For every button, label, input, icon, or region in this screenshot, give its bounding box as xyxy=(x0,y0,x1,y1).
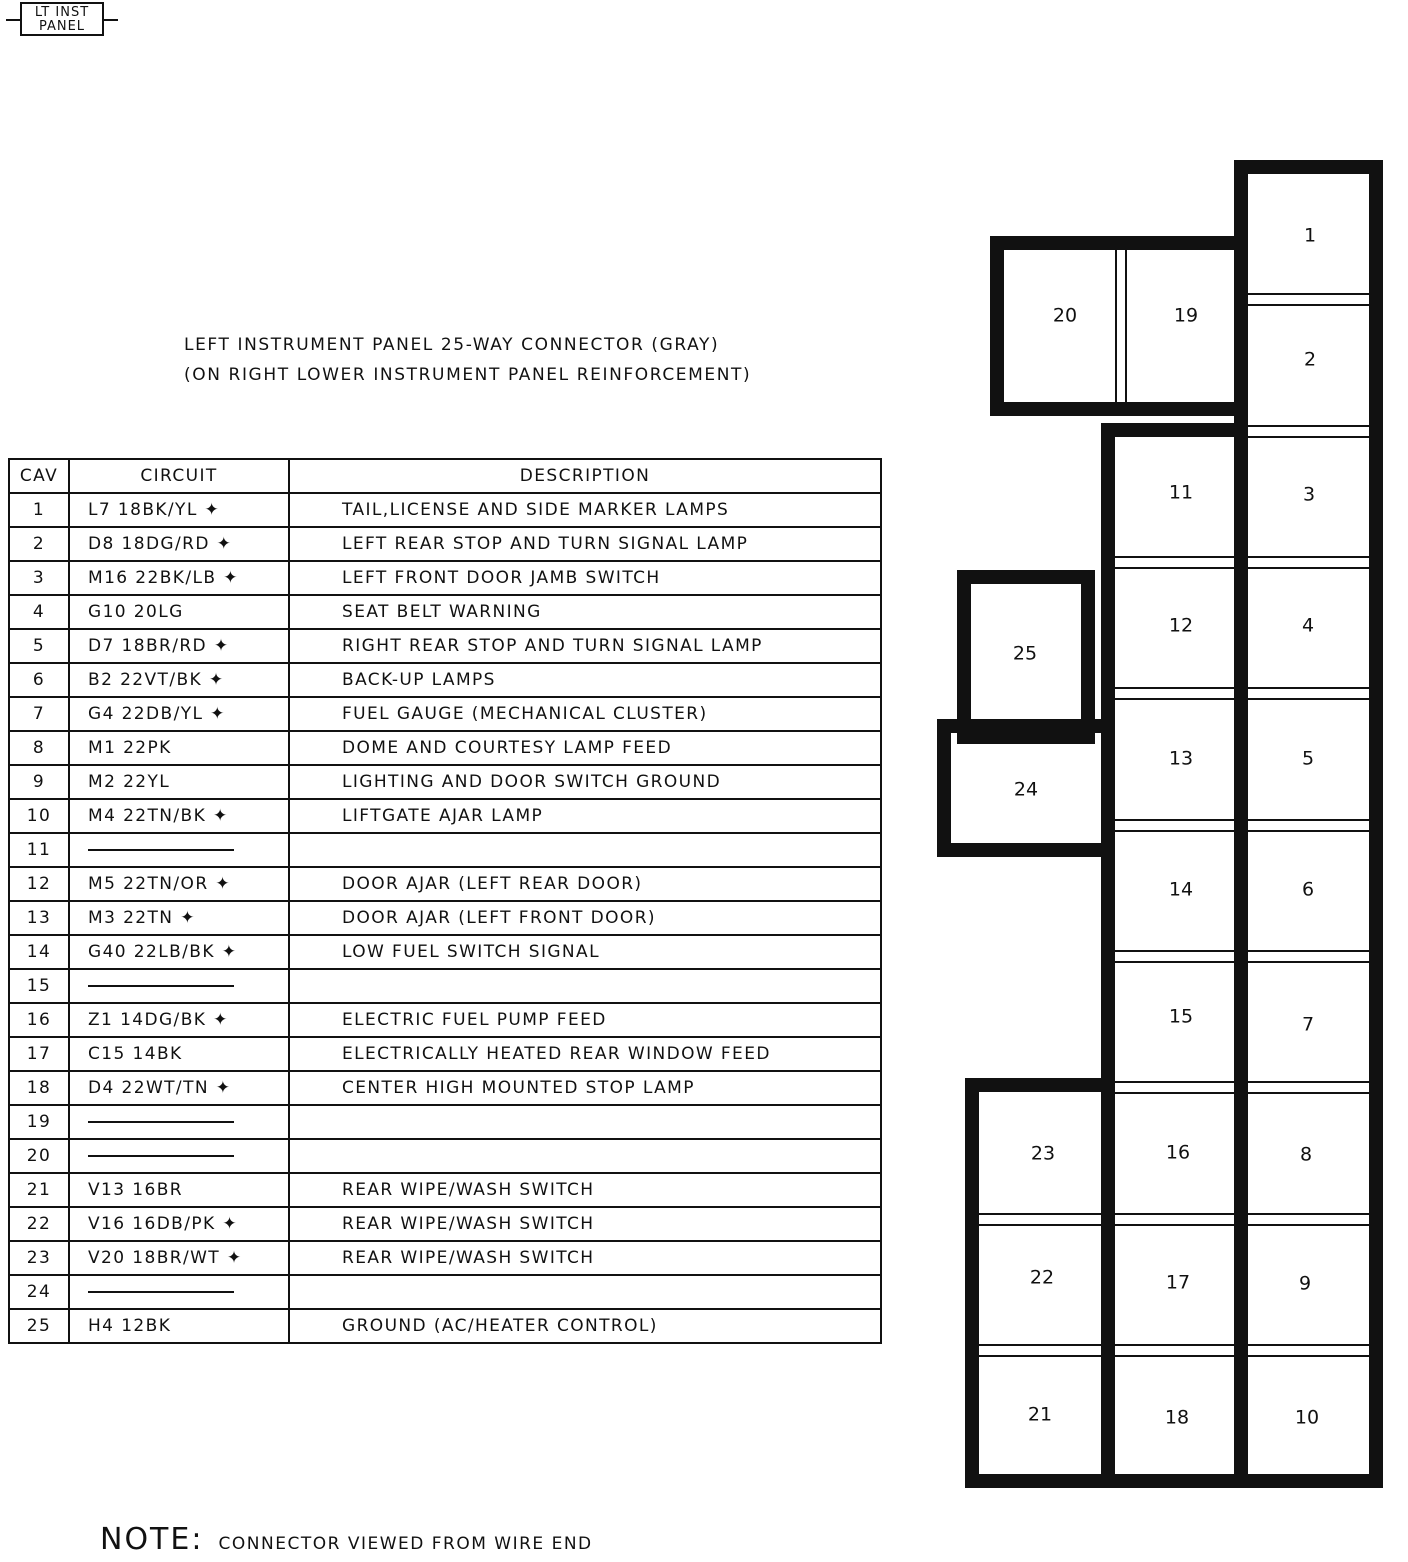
cavity-label-21: 21 xyxy=(1027,1403,1053,1426)
cavity-label-8: 8 xyxy=(1299,1143,1313,1166)
cavity-label-25: 25 xyxy=(1012,642,1038,665)
cell-description: BACK-UP LAMPS xyxy=(289,663,881,697)
cell-description: FUEL GAUGE (MECHANICAL CLUSTER) xyxy=(289,697,881,731)
cell-cav: 24 xyxy=(9,1275,69,1309)
cell-description: REAR WIPE/WASH SWITCH xyxy=(289,1173,881,1207)
cell-circuit: V20 18BR/WT ✦ xyxy=(69,1241,289,1275)
cell-circuit: G4 22DB/YL ✦ xyxy=(69,697,289,731)
cell-circuit: V13 16BR xyxy=(69,1173,289,1207)
cell-cav: 20 xyxy=(9,1139,69,1173)
cavity-label-18: 18 xyxy=(1164,1406,1190,1429)
header-description: DESCRIPTION xyxy=(289,459,881,493)
title-line-2: (ON RIGHT LOWER INSTRUMENT PANEL REINFORCEMENT) xyxy=(184,365,752,385)
cell-description: ELECTRICALLY HEATED REAR WINDOW FEED xyxy=(289,1037,881,1071)
cell-description: LOW FUEL SWITCH SIGNAL xyxy=(289,935,881,969)
cell-cav: 4 xyxy=(9,595,69,629)
cell-circuit: G10 20LG xyxy=(69,595,289,629)
cell-description: GROUND (AC/HEATER CONTROL) xyxy=(289,1309,881,1343)
housing-column-middle xyxy=(1108,430,1241,1481)
cell-description: TAIL,LICENSE AND SIDE MARKER LAMPS xyxy=(289,493,881,527)
cell-cav: 7 xyxy=(9,697,69,731)
cell-description: ELECTRIC FUEL PUMP FEED xyxy=(289,1003,881,1037)
cell-circuit: G40 22LB/BK ✦ xyxy=(69,935,289,969)
cavity-label-23: 23 xyxy=(1030,1142,1056,1165)
cell-cav: 19 xyxy=(9,1105,69,1139)
cell-circuit: M16 22BK/LB ✦ xyxy=(69,561,289,595)
cell-description: SEAT BELT WARNING xyxy=(289,595,881,629)
cavity-label-22: 22 xyxy=(1029,1266,1055,1289)
tag-line-1: LT INST xyxy=(34,5,90,20)
note-label: NOTE: xyxy=(100,1522,204,1557)
cavity-label-16: 16 xyxy=(1165,1141,1191,1164)
cell-cav: 6 xyxy=(9,663,69,697)
cell-circuit: C15 14BK xyxy=(69,1037,289,1071)
cavity-label-24: 24 xyxy=(1013,778,1039,801)
header-circuit: CIRCUIT xyxy=(69,459,289,493)
cavity-label-14: 14 xyxy=(1168,878,1194,901)
cavity-label-3: 3 xyxy=(1302,483,1316,506)
cavity-label-6: 6 xyxy=(1301,878,1315,901)
cell-circuit: D8 18DG/RD ✦ xyxy=(69,527,289,561)
cavity-label-1: 1 xyxy=(1303,224,1317,247)
cell-description: REAR WIPE/WASH SWITCH xyxy=(289,1207,881,1241)
cavity-label-15: 15 xyxy=(1168,1005,1194,1028)
cavity-label-7: 7 xyxy=(1301,1013,1315,1036)
cell-circuit: D7 18BR/RD ✦ xyxy=(69,629,289,663)
footer-note xyxy=(100,1522,593,1557)
cell-circuit: H4 12BK xyxy=(69,1309,289,1343)
cell-circuit: M2 22YL xyxy=(69,765,289,799)
cell-circuit: M3 22TN ✦ xyxy=(69,901,289,935)
cavity-label-19: 19 xyxy=(1173,304,1199,327)
cell-cav: 14 xyxy=(9,935,69,969)
cavity-label-11: 11 xyxy=(1168,481,1194,504)
cell-cav: 22 xyxy=(9,1207,69,1241)
header-cav: CAV xyxy=(9,459,69,493)
cell-description: REAR WIPE/WASH SWITCH xyxy=(289,1241,881,1275)
cell-circuit: B2 22VT/BK ✦ xyxy=(69,663,289,697)
cell-description: CENTER HIGH MOUNTED STOP LAMP xyxy=(289,1071,881,1105)
note-text: CONNECTOR VIEWED FROM WIRE END xyxy=(218,1534,593,1554)
cell-cav: 16 xyxy=(9,1003,69,1037)
cell-description: DOOR AJAR (LEFT FRONT DOOR) xyxy=(289,901,881,935)
cavity-label-20: 20 xyxy=(1052,304,1078,327)
cavity-label-12: 12 xyxy=(1168,614,1194,637)
cell-description: LEFT REAR STOP AND TURN SIGNAL LAMP xyxy=(289,527,881,561)
cell-cav: 5 xyxy=(9,629,69,663)
cavity-label-17: 17 xyxy=(1165,1271,1191,1294)
cell-description: RIGHT REAR STOP AND TURN SIGNAL LAMP xyxy=(289,629,881,663)
cell-circuit: D4 22WT/TN ✦ xyxy=(69,1071,289,1105)
cell-cav: 9 xyxy=(9,765,69,799)
cell-cav: 18 xyxy=(9,1071,69,1105)
cell-cav: 12 xyxy=(9,867,69,901)
housing-top-block xyxy=(997,243,1241,409)
cell-cav: 3 xyxy=(9,561,69,595)
cell-cav: 17 xyxy=(9,1037,69,1071)
title-line-1: LEFT INSTRUMENT PANEL 25-WAY CONNECTOR (GRAY) xyxy=(184,335,720,355)
cell-cav: 25 xyxy=(9,1309,69,1343)
cell-circuit: L7 18BK/YL ✦ xyxy=(69,493,289,527)
cavity-label-5: 5 xyxy=(1301,747,1315,770)
tag-line-2: PANEL xyxy=(38,19,86,34)
cell-circuit: M4 22TN/BK ✦ xyxy=(69,799,289,833)
cell-description: DOOR AJAR (LEFT REAR DOOR) xyxy=(289,867,881,901)
cell-cav: 15 xyxy=(9,969,69,1003)
cell-cav: 11 xyxy=(9,833,69,867)
cell-circuit: Z1 14DG/BK ✦ xyxy=(69,1003,289,1037)
cell-cav: 10 xyxy=(9,799,69,833)
cell-description: LEFT FRONT DOOR JAMB SWITCH xyxy=(289,561,881,595)
cell-circuit: M1 22PK xyxy=(69,731,289,765)
cell-description: LIGHTING AND DOOR SWITCH GROUND xyxy=(289,765,881,799)
cavity-label-2: 2 xyxy=(1303,348,1317,371)
cavity-label-10: 10 xyxy=(1294,1406,1320,1429)
cavity-label-9: 9 xyxy=(1298,1272,1312,1295)
cell-cav: 13 xyxy=(9,901,69,935)
cavity-label-13: 13 xyxy=(1168,747,1194,770)
cavity-label-4: 4 xyxy=(1301,614,1315,637)
cell-cav: 21 xyxy=(9,1173,69,1207)
cell-cav: 8 xyxy=(9,731,69,765)
cell-cav: 1 xyxy=(9,493,69,527)
cell-description: DOME AND COURTESY LAMP FEED xyxy=(289,731,881,765)
cell-cav: 2 xyxy=(9,527,69,561)
cell-cav: 23 xyxy=(9,1241,69,1275)
cell-description: LIFTGATE AJAR LAMP xyxy=(289,799,881,833)
cell-circuit: M5 22TN/OR ✦ xyxy=(69,867,289,901)
cell-circuit: V16 16DB/PK ✦ xyxy=(69,1207,289,1241)
